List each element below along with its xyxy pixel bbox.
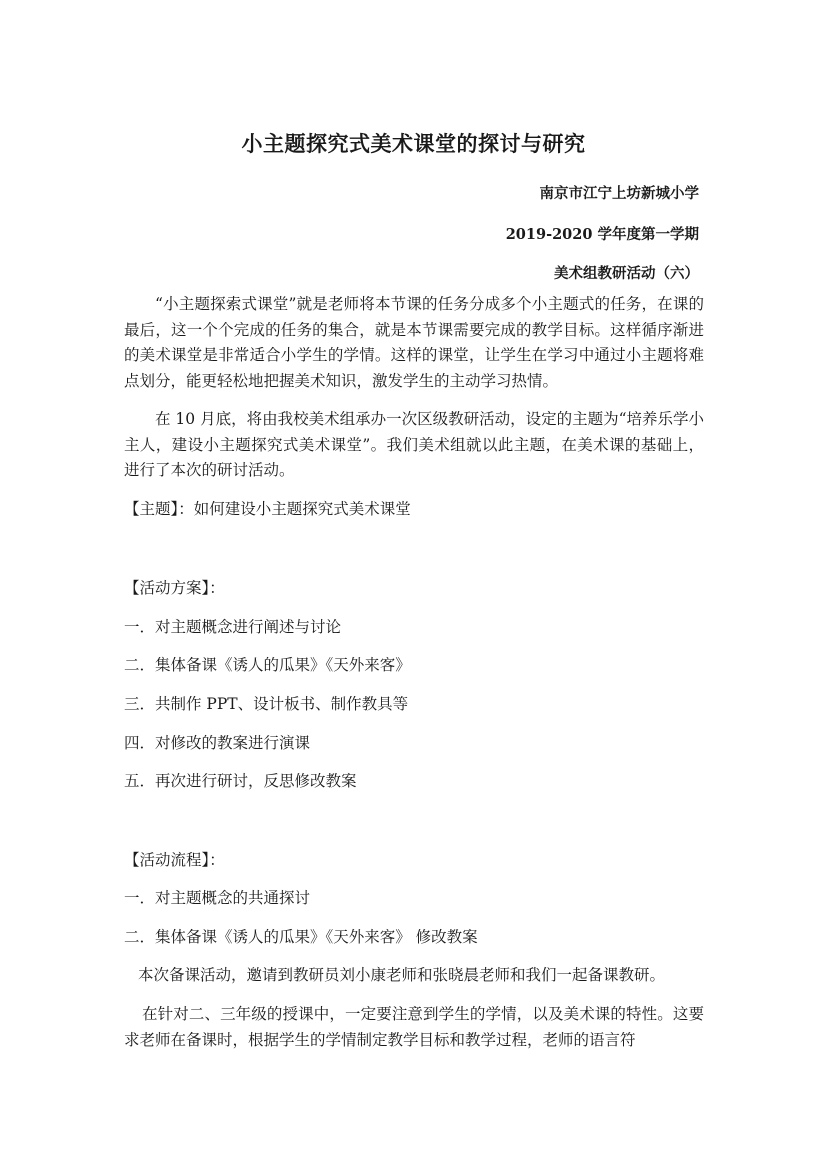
paragraph-invite: 本次备课活动，邀请到教研员刘小康老师和张晓晨老师和我们一起备课教研。 [138,966,666,984]
school-term: 2019-2020 学年度第一学期 [505,226,699,243]
plan-item: 二．集体备课《诱人的瓜果》《天外来客》 [124,656,411,674]
plan-item: 五．再次进行研讨，反思修改教案 [124,772,357,790]
flow-item: 二．集体备课《诱人的瓜果》《天外来客》 修改教案 [124,928,478,946]
plan-item: 一．对主题概念进行阐述与讨论 [124,618,342,636]
school-name: 南京市江宁上坊新城小学 [539,185,699,202]
paragraph-teaching: 在针对二、三年级的授课中，一定要注意到学生的学情，以及美术课的特性。这要求老师在备课时，根据学生的学情制定教学目标和教学过程，老师的语言符 [124,1005,704,1049]
paragraph-event: 在 10 月底，将由我校美术组承办一次区级教研活动，设定的主题为“培养乐学小主人，建设小主题探究式美术课堂”。我们美术组就以此主题，在美术课的基础上，进行了本次的研讨活动。 [124,410,705,479]
paragraph-intro: “小主题探索式课堂”就是老师将本节课的任务分成多个小主题式的任务，在课的最后，这一个个完成的任务的集合，就是本节课需要完成的教学目标。这样循序渐进的美术课堂是非常适合小学生的学情。这样的课堂，让学生在学习中通过小主题将难点划分，能更轻松地把握美术知识，激发学生的主动学习热情。 [124,295,704,390]
document-title: 小主题探究式美术课堂的探讨与研究 [241,131,586,156]
flow-heading: 【活动流程】： [124,851,225,869]
plan-item: 三．共制作 PPT、设计板书、制作教具等 [124,695,409,713]
theme-line: 【主题】：如何建设小主题探究式美术课堂 [124,500,411,518]
activity-label: 美术组教研活动（六） [554,265,699,282]
plan-item: 四．对修改的教案进行演课 [124,734,311,752]
flow-item: 一．对主题概念的共通探讨 [124,889,311,907]
plan-heading: 【活动方案】： [124,579,225,597]
